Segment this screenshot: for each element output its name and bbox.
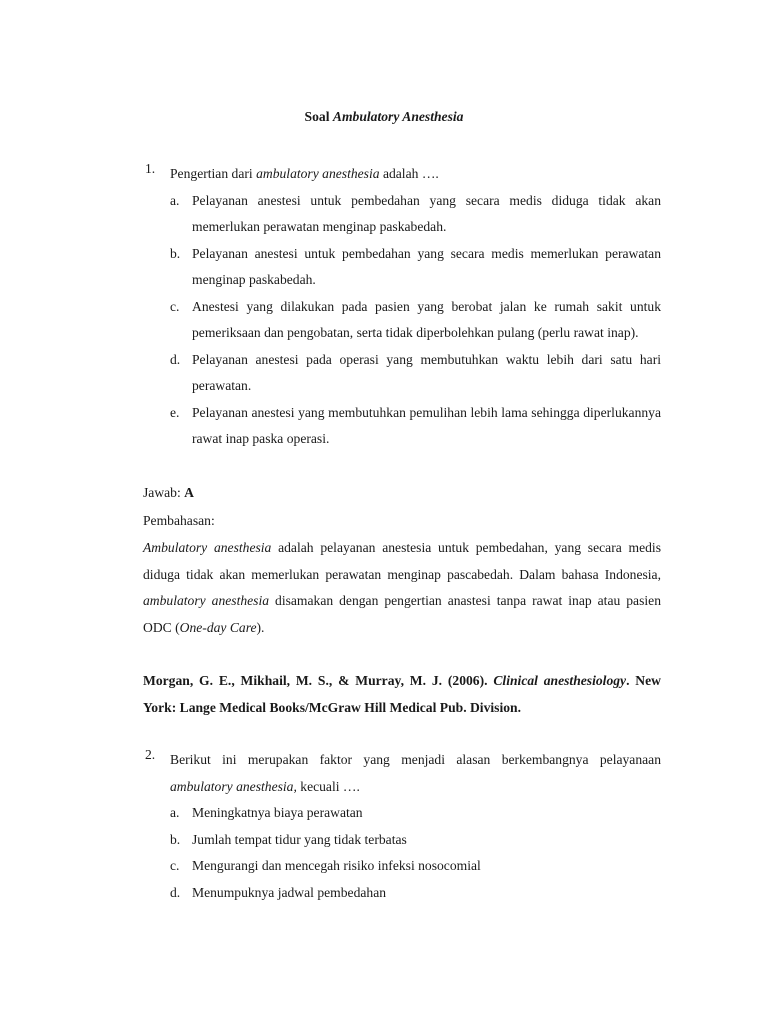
option-a xyxy=(170,800,661,827)
reference-publisher: . New York: Lange Medical Books/McGraw Hill Medical Pub. Division. xyxy=(143,673,661,715)
answer-label: Jawab: xyxy=(143,485,185,500)
title-prefix: Soal xyxy=(304,109,330,124)
question-text xyxy=(170,161,661,188)
option-a xyxy=(170,188,661,241)
option-text: Anestesi yang dilakukan pada pasien yang berobat jalan ke rumah sakit untuk pemeriksaan dan pengobatan, serta tidak diperbolehkan pulang (perlu rawat inap). xyxy=(192,298,661,340)
reference-book-title: Clinical anesthesiology xyxy=(493,673,627,688)
option-c xyxy=(170,853,661,880)
options-list xyxy=(145,800,661,906)
option-letter: b. xyxy=(170,245,181,261)
question-text xyxy=(170,747,661,800)
option-c xyxy=(170,294,661,347)
discussion-text-2: disamakan dengan pengertian anastesi tanpa rawat inap atau pasien ODC ( xyxy=(143,593,661,635)
option-d xyxy=(170,347,661,400)
question-2 xyxy=(145,747,661,906)
question-text-italic: ambulatory anesthesia xyxy=(256,166,380,181)
question-1 xyxy=(145,161,661,453)
discussion-italic-1: Ambulatory anesthesia xyxy=(143,540,272,555)
option-letter: a. xyxy=(170,192,180,208)
option-b xyxy=(170,241,661,294)
option-d xyxy=(170,880,661,907)
question-text-post: adalah …. xyxy=(379,166,439,181)
discussion-text-3: ). xyxy=(256,619,265,635)
option-text: Pelayanan anestesi yang membutuhkan pemulihan lebih lama sehingga diperlukannya rawat inap paska operasi. xyxy=(192,404,661,446)
options-list xyxy=(145,188,661,453)
option-text: Jumlah tempat tidur yang tidak terbatas xyxy=(192,831,407,847)
title-italic: Ambulatory Anesthesia xyxy=(332,109,464,124)
option-text: Mengurangi dan mencegah risiko infeksi nosocomial xyxy=(192,858,481,873)
question-text-pre: Berikut ini merupakan faktor yang menjadi alasan berkembangnya pelayanaan xyxy=(170,752,661,767)
question-text-pre: Pengertian dari xyxy=(170,166,257,181)
reference-citation xyxy=(143,668,661,721)
discussion-label: Pembahasan: xyxy=(143,513,215,528)
option-text: Pelayanan anestesi untuk pembedahan yang secara medis diduga tidak akan memerlukan perawatan menginap paskabedah. xyxy=(192,192,661,234)
question-number: 2. xyxy=(145,747,156,762)
option-letter: a. xyxy=(170,805,180,820)
answer-line xyxy=(143,480,661,507)
option-letter: e. xyxy=(170,404,180,420)
discussion-italic-3: One-day Care xyxy=(179,619,257,635)
reference-authors: Morgan, G. E., Mikhail, M. S., & Murray, M. J. (2006). xyxy=(143,673,494,688)
option-letter: b. xyxy=(170,831,181,847)
option-letter: d. xyxy=(170,884,181,900)
option-e xyxy=(170,400,661,453)
option-text: Pelayanan anestesi untuk pembedahan yang secara medis memerlukan perawatan menginap paskabedah. xyxy=(192,245,661,287)
question-number: 1. xyxy=(145,161,156,176)
discussion-paragraph xyxy=(143,535,661,641)
question-text-post: kecuali …. xyxy=(296,778,360,794)
discussion-text-1: adalah pelayanan anestesia untuk pembedahan, yang secara medis diduga tidak akan memerlukan perawatan menginap pascabedah. Dalam bahasa Indonesia, xyxy=(143,540,661,582)
option-letter: d. xyxy=(170,351,181,367)
option-letter: c. xyxy=(170,298,180,314)
option-text: Meningkatnya biaya perawatan xyxy=(192,805,363,820)
option-letter: c. xyxy=(170,858,180,873)
option-text: Menumpuknya jadwal pembedahan xyxy=(192,884,387,900)
question-text-italic: ambulatory anesthesia, xyxy=(170,778,297,794)
option-b xyxy=(170,827,661,854)
page-title xyxy=(0,109,768,125)
option-text: Pelayanan anestesi pada operasi yang membutuhkan waktu lebih dari satu hari perawatan. xyxy=(192,351,661,393)
answer-value: A xyxy=(184,485,194,500)
discussion-italic-2: ambulatory anesthesia xyxy=(143,593,270,608)
